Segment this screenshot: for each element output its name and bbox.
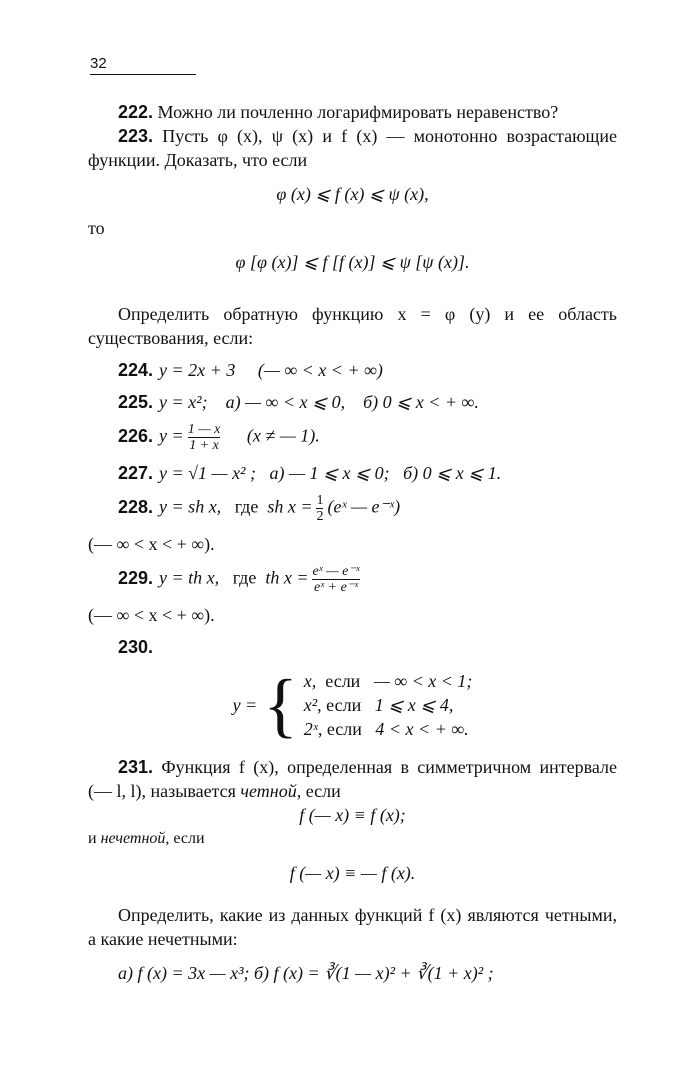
fraction-228: $\frac{1}{2}$ [316, 493, 324, 524]
problem-224: 224. y = 2x + 3 (— ∞ < x < + ∞) [118, 360, 383, 380]
domain-229: (— ∞ < x < + ∞). [88, 605, 215, 625]
page-number: 32 [90, 54, 196, 75]
formula-223-2: φ [φ (x)] ⩽ f [f (x)] ⩽ ψ [ψ (x)]. [235, 252, 470, 272]
case-row: x, если — ∞ < x < 1; [303, 671, 473, 691]
case-row: 2ˣ, если 4 < x < + ∞. [303, 719, 469, 739]
problem-226: 226. y = $\frac{1 — x}{1 + x}$ (x ≠ — 1). [118, 422, 320, 453]
piecewise-cases [304, 669, 473, 741]
problem-229: 229. y = th x, где th x = $\frac{\text{eˣ — e⁻ˣ}}{\text{eˣ + e⁻ˣ}}$ [118, 564, 360, 595]
intro-inverse: Определить обратную функцию x = φ (y) и ее область существования, если: [88, 304, 617, 348]
case-row: x², если 1 ⩽ x ⩽ 4, [303, 695, 454, 715]
problem-225: 225. y = x²; а) — ∞ < x ⩽ 0, б) 0 ⩽ x < + ∞. [118, 392, 479, 412]
then-word: то [88, 218, 105, 238]
fraction-229: $\frac{\text{eˣ — e⁻ˣ}}{\text{eˣ + e⁻ˣ}}$ [312, 564, 360, 595]
fraction-226: $\frac{1 — x}{1 + x}$ [187, 422, 221, 453]
problem-230: 230. [118, 637, 154, 657]
formula-even: f (— x) ≡ f (x); [299, 805, 406, 825]
odd-definition: и нечетной, если [88, 830, 205, 847]
formula-223-1: φ (x) ⩽ f (x) ⩽ ψ (x), [276, 184, 429, 204]
problem-231: 231. Функция f (x), определенная в симметричном интервале (— l, l), называется четной, если [88, 757, 618, 801]
last-line: а) f (x) = 3x — x³; б) f (x) = ∛(1 — x)² + ∛(1 + x)² ; [118, 963, 494, 983]
formula-odd: f (— x) ≡ — f (x). [289, 863, 416, 883]
left-brace-icon: { [263, 665, 298, 745]
piecewise-function: y = { x, если — ∞ < x < 1; x², если 1 ⩽ x ⩽ 4, 2ˣ, если 4 < x < + ∞. [232, 665, 473, 745]
problem-227: 227. y = √1 — x² ; а) — 1 ⩽ x ⩽ 0; б) 0 ⩽ x ⩽ 1. [118, 463, 502, 483]
task-even-odd: Определить, какие из данных функций f (x) являются четными, а какие нечетными: [88, 905, 617, 949]
problem-223: 223. Пусть φ (x), ψ (x) и f (x) — монотонно возрастающие функции. Доказать, что если [88, 126, 618, 170]
problem-222: 222. Можно ли почленно логарифмировать неравенство? [118, 102, 559, 122]
problem-228: 228. y = sh x, где sh x = $\frac{1}{2}$ (eˣ — e⁻ˣ) [118, 493, 401, 524]
domain-228: (— ∞ < x < + ∞). [88, 534, 215, 554]
page-text [88, 100, 617, 985]
